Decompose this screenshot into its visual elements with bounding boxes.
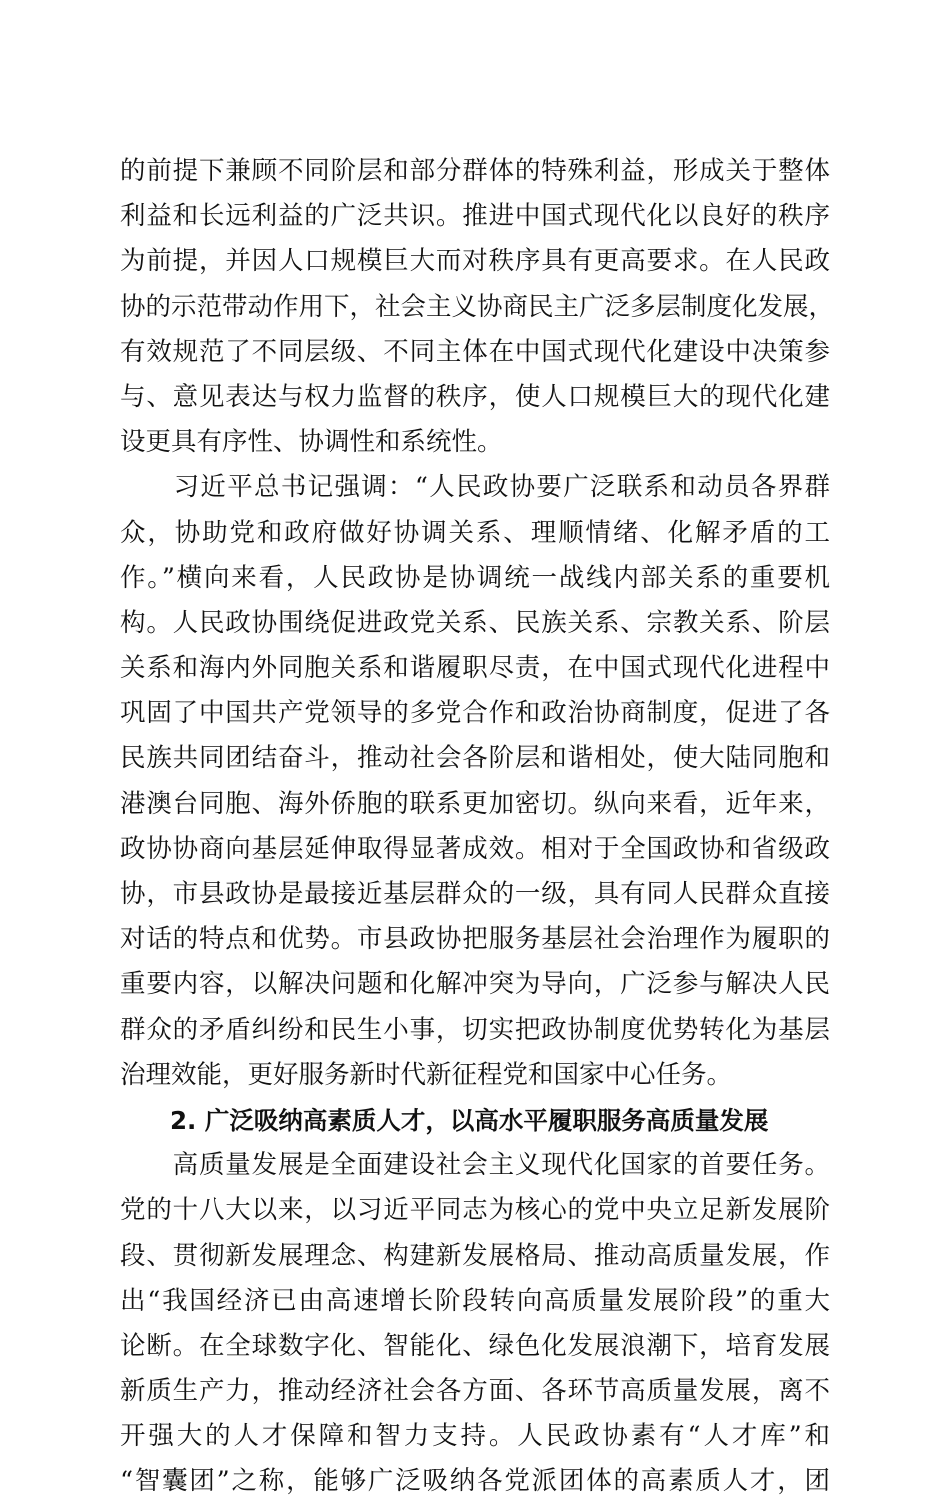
text-line: 党的十八大以来，以习近平同志为核心的党中央立足新发展阶 <box>120 1195 830 1226</box>
text-line: 论断。在全球数字化、智能化、绿色化发展浪潮下，培育发展 <box>120 1330 830 1361</box>
text-line: 治理效能，更好服务新时代新征程党和国家中心任务。 <box>120 1059 733 1090</box>
text-line: 段、贯彻新发展理念、构建新发展格局、推动高质量发展，作 <box>120 1240 830 1271</box>
text-line: 构。人民政协围绕促进政党关系、民族关系、宗教关系、阶层 <box>120 607 830 638</box>
text-line: 有效规范了不同层级、不同主体在中国式现代化建设中决策参 <box>120 336 830 367</box>
text-line: 的前提下兼顾不同阶层和部分群体的特殊利益，形成关于整体 <box>120 156 830 186</box>
text-line: 关系和海内外同胞关系和谐履职尽责，在中国式现代化进程中 <box>120 653 830 684</box>
text-line: 习近平总书记强调：“人民政协要广泛联系和动员各界群 <box>120 472 830 503</box>
document-body <box>120 149 835 1505</box>
section-heading: 2. 广泛吸纳高素质人才，以高水平履职服务高质量发展 <box>170 1105 769 1135</box>
text-line: 高质量发展是全面建设社会主义现代化国家的首要任务。 <box>120 1150 830 1181</box>
text-line: “智囊团”之称，能够广泛吸纳各党派团体的高素质人才，团 <box>120 1466 830 1497</box>
text-line: 港澳台同胞、海外侨胞的联系更加密切。纵向来看，近年来， <box>120 788 830 819</box>
text-line: 对话的特点和优势。市县政协把服务基层社会治理作为履职的 <box>120 924 830 955</box>
text-line: 与、意见表达与权力监督的秩序，使人口规模巨大的现代化建 <box>120 381 830 412</box>
text-line: 开强大的人才保障和智力支持。人民政协素有“人才库”和 <box>120 1421 830 1452</box>
text-line: 设更具有序性、协调性和系统性。 <box>120 427 503 458</box>
text-line: 政协协商向基层延伸取得显著成效。相对于全国政协和省级政 <box>120 833 830 864</box>
text-line: 协的示范带动作用下，社会主义协商民主广泛多层制度化发展， <box>120 291 835 322</box>
text-line: 新质生产力，推动经济社会各方面、各环节高质量发展，离不 <box>120 1376 830 1407</box>
text-line: 出“我国经济已由高速增长阶段转向高质量发展阶段”的重大 <box>120 1285 830 1316</box>
text-line: 众，协助党和政府做好协调关系、理顺情绪、化解矛盾的工 <box>120 517 830 548</box>
text-line: 巩固了中国共产党领导的多党合作和政治协商制度，促进了各 <box>120 698 830 729</box>
text-line: 群众的矛盾纠纷和民生小事，切实把政协制度优势转化为基层 <box>120 1014 830 1045</box>
text-line: 为前提，并因人口规模巨大而对秩序具有更高要求。在人民政 <box>120 246 830 277</box>
text-line: 重要内容，以解决问题和化解冲突为导向，广泛参与解决人民 <box>120 969 830 1000</box>
text-line: 作。”横向来看，人民政协是协调统一战线内部关系的重要机 <box>120 562 830 593</box>
text-line: 协，市县政协是最接近基层群众的一级，具有同人民群众直接 <box>120 879 830 909</box>
text-line: 利益和长远利益的广泛共识。推进中国式现代化以良好的秩序 <box>120 201 830 232</box>
text-line: 民族共同团结奋斗，推动社会各阶层和谐相处，使大陆同胞和 <box>120 743 830 774</box>
